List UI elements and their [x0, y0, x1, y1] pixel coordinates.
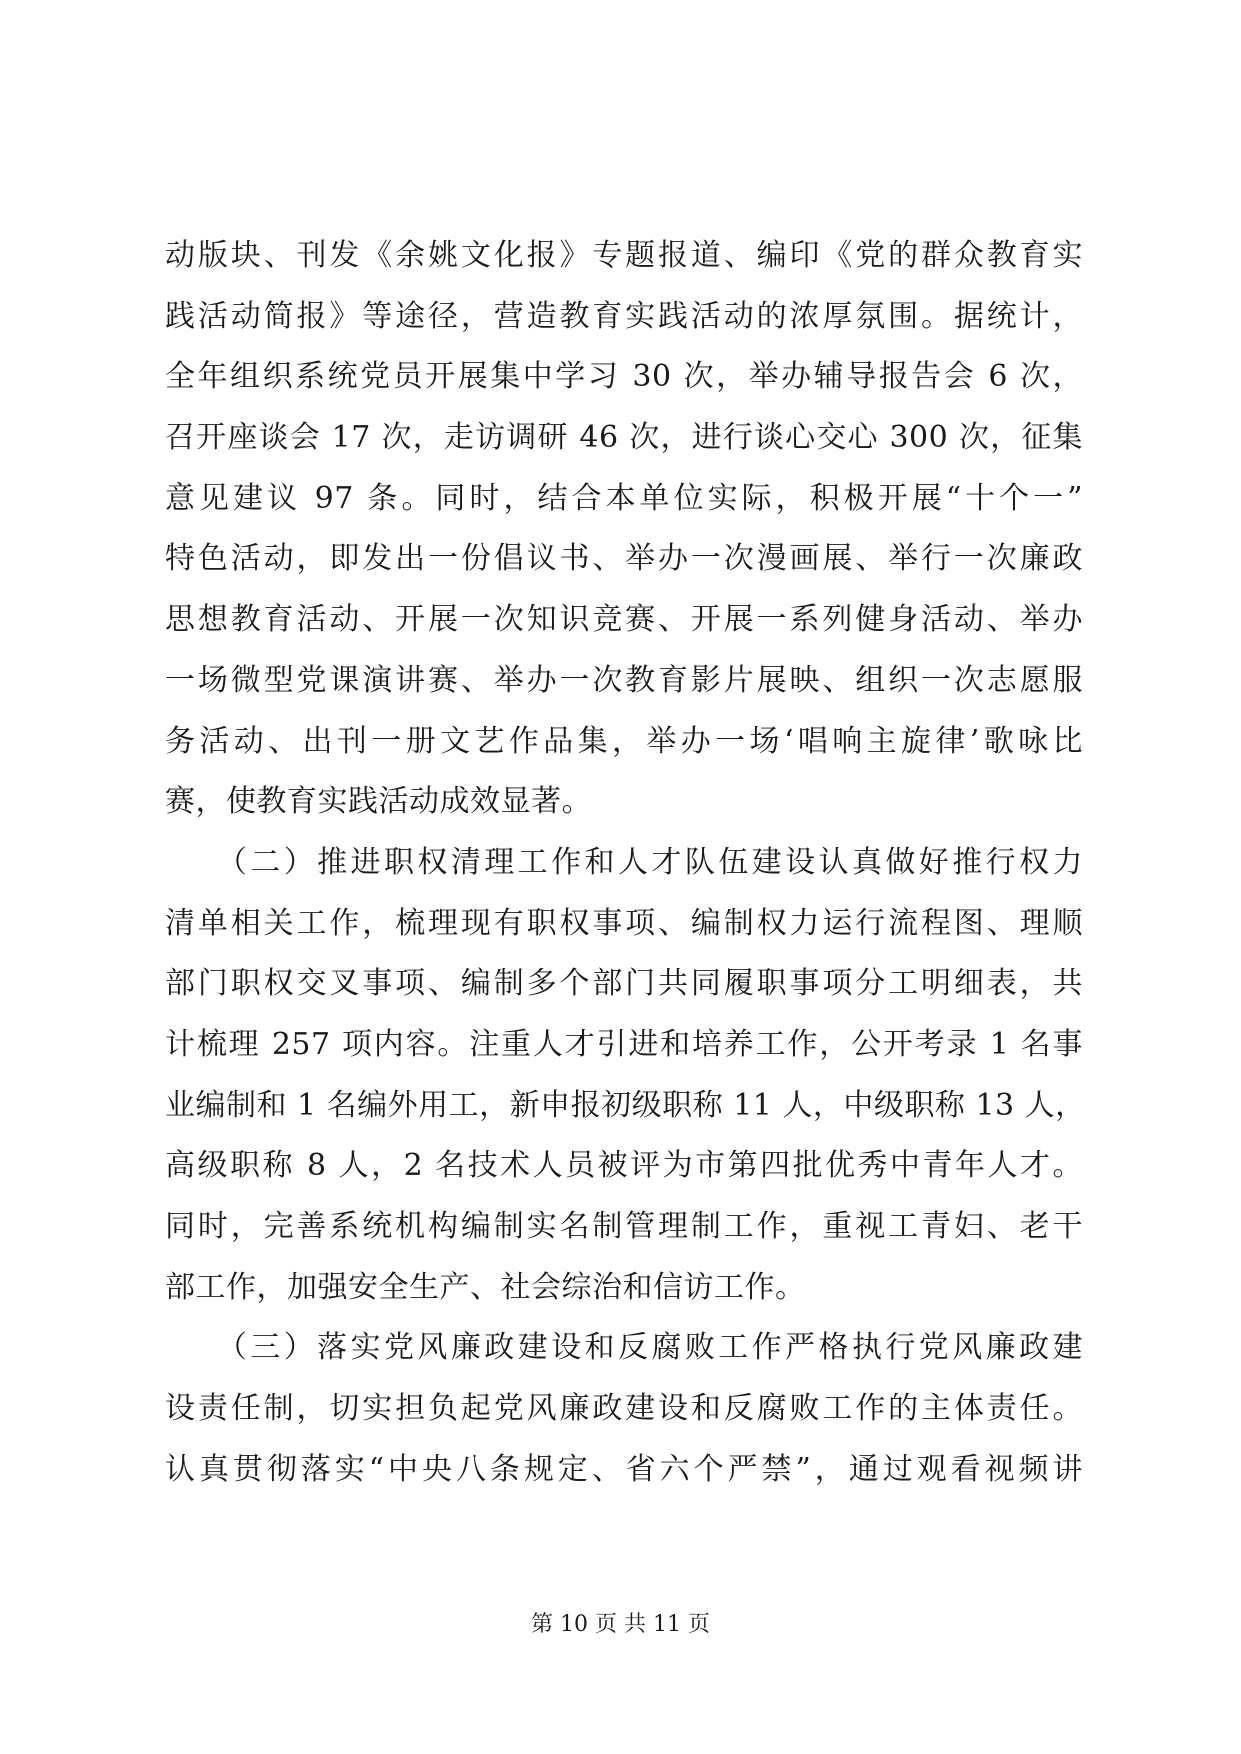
text-line: 一场微型党课演讲赛、举办一次教育影片展映、组织一次志愿服: [165, 662, 1083, 698]
text-line: 清单相关工作，梳理现有职权事项、编制权力运行流程图、理顺: [165, 905, 1083, 941]
text-line: 务活动、出刊一册文艺作品集，举办一场‘唱响主旋律’歌咏比: [165, 723, 1083, 759]
text-line: 特色活动，即发出一份倡议书、举办一次漫画展、举行一次廉政: [165, 541, 1083, 577]
text-line: 设责任制，切实担负起党风廉政建设和反腐败工作的主体责任。: [165, 1391, 1083, 1427]
text-line: 赛，使教育实践活动成效显著。: [165, 784, 592, 820]
text-line: 思想教育活动、开展一次知识竞赛、开展一系列健身活动、举办: [165, 602, 1083, 638]
text-line: 业编制和 1 名编外用工，新申报初级职称 11 人，中级职称 13 人，: [165, 1087, 1086, 1123]
page-footer: 第 10 页 共 11 页: [531, 1612, 710, 1637]
text-line: 计梳理 257 项内容。注重人才引进和培养工作，公开考录 1 名事: [165, 1026, 1083, 1062]
text-line: 部工作，加强安全生产、社会综治和信访工作。: [165, 1269, 806, 1305]
text-line: 认真贯彻落实“中央八条规定、省六个严禁”，通过观看视频讲: [165, 1451, 1083, 1487]
text-line: 意见建议 97 条。同时，结合本单位实际，积极开展“十个一”: [165, 480, 1083, 516]
text-line: 部门职权交叉事项、编制多个部门共同履职事项分工明细表，共: [165, 966, 1083, 1002]
text-line: （三）落实党风廉政建设和反腐败工作严格执行党风廉政建: [165, 1330, 1083, 1366]
text-line: 高级职称 8 人，2 名技术人员被评为市第四批优秀中青年人才。: [165, 1148, 1083, 1184]
text-line: 践活动简报》等途径，营造教育实践活动的浓厚氛围。据统计，: [165, 298, 1083, 334]
text-line: 召开座谈会 17 次，走访调研 46 次，进行谈心交心 300 次，征集: [165, 420, 1083, 456]
text-line: 全年组织系统党员开展集中学习 30 次，举办辅导报告会 6 次，: [165, 359, 1083, 395]
body-text: [165, 226, 1086, 1500]
text-line: 同时，完善系统机构编制实名制管理制工作，重视工青妇、老干: [165, 1209, 1083, 1244]
text-line: 动版块、刊发《余姚文化报》专题报道、编印《党的群众教育实: [165, 238, 1083, 273]
text-line: （二）推进职权清理工作和人才队伍建设认真做好推行权力: [165, 844, 1083, 880]
